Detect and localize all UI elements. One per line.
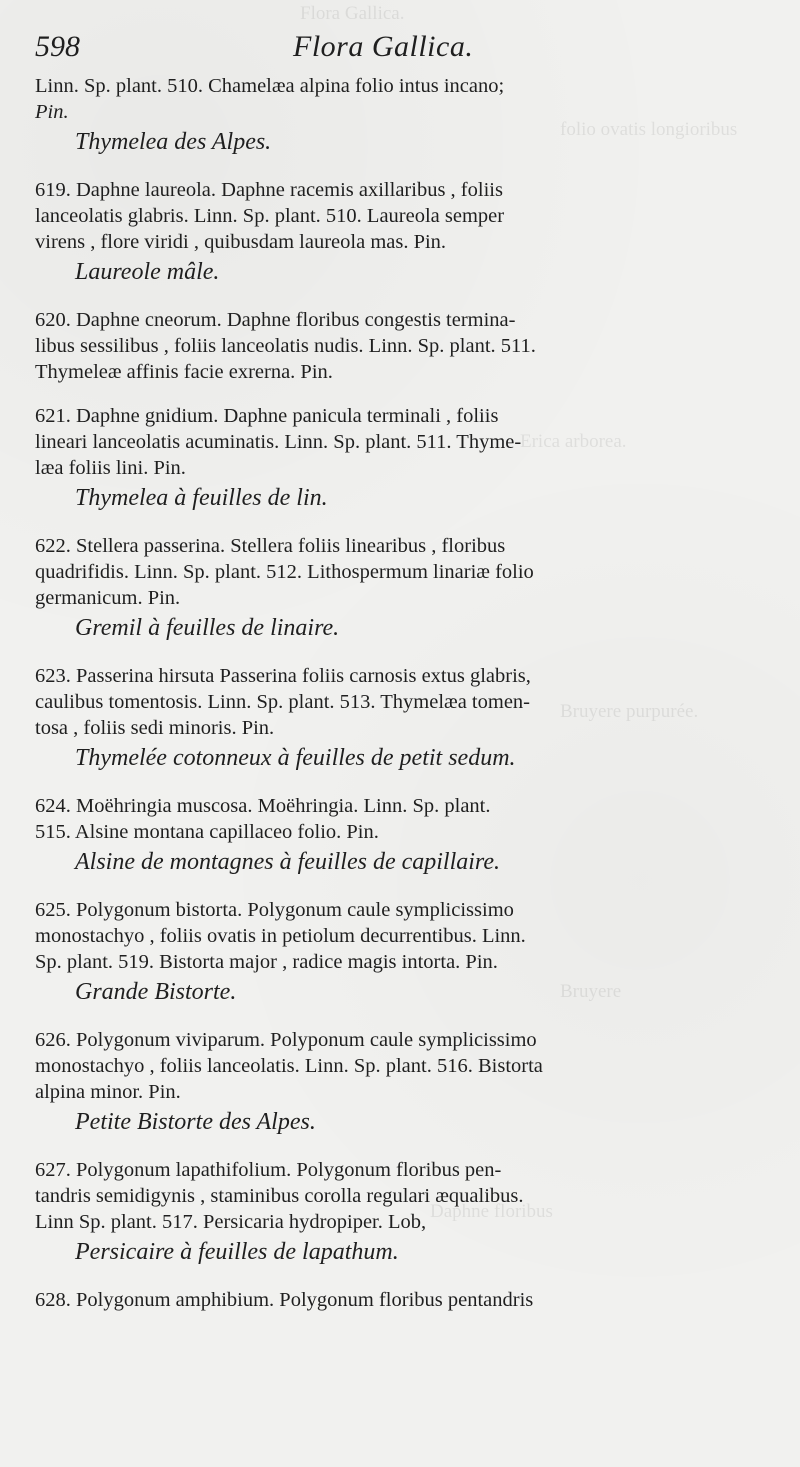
text-line: Thymeleæ affinis facie exrerna. Pin.: [35, 361, 333, 383]
text-body: [35, 73, 770, 1313]
text-line: Pin.: [35, 101, 69, 123]
text-line: 619. Daphne laureola. Daphne racemis axillaribus , foliis: [35, 179, 503, 201]
text-line: 628. Polygonum amphibium. Polygonum floribus pentandris: [35, 1289, 534, 1311]
text-line: 623. Passerina hirsuta Passerina foliis carnosis extus glabris,: [35, 665, 531, 687]
text-line: 621. Daphne gnidium. Daphne panicula terminali , foliis: [35, 405, 499, 427]
text-line: Linn. Sp. plant. 510. Chamelæa alpina folio intus incano;: [35, 75, 505, 97]
paragraph-gap: [35, 515, 770, 533]
french-name-line: Thymelea des Alpes.: [75, 129, 272, 155]
french-name-line: Petite Bistorte des Alpes.: [75, 1109, 316, 1135]
text-line: 620. Daphne cneorum. Daphne floribus congestis termina-: [35, 309, 516, 331]
bleed-through-text: Flora Gallica. folio ovatis longioribus Erica arborea. Bruyere purpurée. Bruyere Daphne floribus: [300, 3, 738, 1222]
text-line: lineari lanceolatis acuminatis. Linn. Sp. plant. 511. Thyme-: [35, 431, 522, 453]
french-name-line: Persicaire à feuilles de lapathum.: [75, 1239, 399, 1265]
text-line: 625. Polygonum bistorta. Polygonum caule symplicissimo: [35, 899, 514, 921]
paragraph-gap: [35, 385, 770, 403]
text-line: monostachyo , foliis lanceolatis. Linn. Sp. plant. 516. Bistorta: [35, 1055, 543, 1077]
text-line: 515. Alsine montana capillaceo folio. Pin.: [35, 821, 379, 843]
paragraph-gap: [35, 1269, 770, 1287]
text-line: tandris semidigynis , staminibus corolla regulari æqualibus.: [35, 1185, 524, 1207]
paragraph-gap: [35, 1139, 770, 1157]
text-line: tosa , foliis sedi minoris. Pin.: [35, 717, 275, 739]
text-line: læa foliis lini. Pin.: [35, 457, 186, 479]
page-header: [35, 30, 768, 72]
french-name-line: Thymelea à feuilles de lin.: [75, 485, 328, 511]
paragraph-gap: [35, 879, 770, 897]
text-line: alpina minor. Pin.: [35, 1081, 181, 1103]
text-line: monostachyo , foliis ovatis in petiolum decurrentibus. Linn.: [35, 925, 526, 947]
paragraph-gap: [35, 645, 770, 663]
text-line: lanceolatis glabris. Linn. Sp. plant. 510. Laureola semper: [35, 205, 505, 227]
text-line: Sp. plant. 519. Bistorta major , radice magis intorta. Pin.: [35, 951, 498, 973]
running-head: Flora Gallica.: [293, 30, 474, 63]
text-line: caulibus tomentosis. Linn. Sp. plant. 513. Thymelæa tomen-: [35, 691, 530, 713]
page-number: 598: [35, 30, 80, 63]
text-line: 626. Polygonum viviparum. Polyponum caule symplicissimo: [35, 1029, 537, 1051]
french-name-line: Laureole mâle.: [75, 259, 220, 285]
french-name-line: Gremil à feuilles de linaire.: [75, 615, 340, 641]
paragraph-gap: [35, 1009, 770, 1027]
text-line: Linn Sp. plant. 517. Persicaria hydropiper. Lob,: [35, 1211, 427, 1233]
paragraph-gap: [35, 289, 770, 307]
text-line: 622. Stellera passerina. Stellera foliis linearibus , floribus: [35, 535, 506, 557]
paragraph-gap: [35, 775, 770, 793]
text-line: germanicum. Pin.: [35, 587, 181, 609]
french-name-line: Grande Bistorte.: [75, 979, 237, 1005]
text-line: 627. Polygonum lapathifolium. Polygonum floribus pen-: [35, 1159, 502, 1181]
paragraph-gap: [35, 159, 770, 177]
text-line: 624. Moëhringia muscosa. Moëhringia. Linn. Sp. plant.: [35, 795, 491, 817]
text-line: quadrifidis. Linn. Sp. plant. 512. Lithospermum linariæ folio: [35, 561, 534, 583]
text-line: virens , flore viridi , quibusdam laureola mas. Pin.: [35, 231, 447, 253]
text-line: libus sessilibus , foliis lanceolatis nudis. Linn. Sp. plant. 511.: [35, 335, 536, 357]
french-name-line: Thymelée cotonneux à feuilles de petit sedum.: [75, 745, 516, 771]
french-name-line: Alsine de montagnes à feuilles de capillaire.: [75, 849, 501, 875]
